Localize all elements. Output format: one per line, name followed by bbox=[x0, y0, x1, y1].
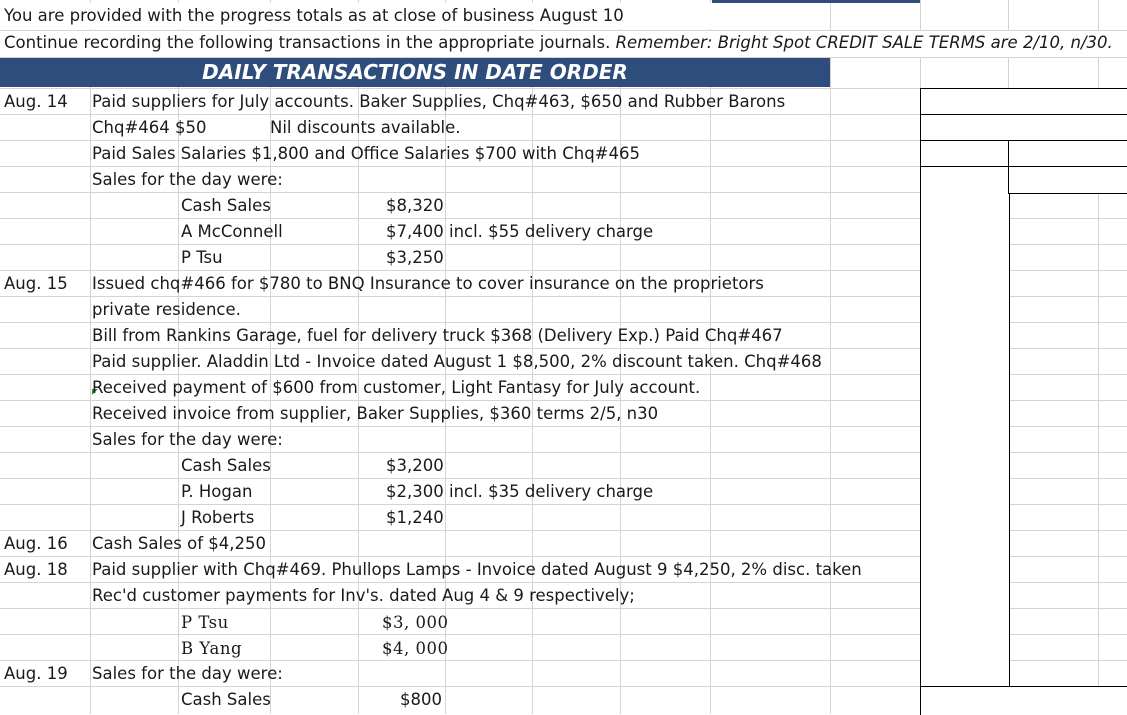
customer-name: B Yang bbox=[181, 639, 243, 658]
transaction-text: Issued chq#466 for $780 to BNQ Insurance to cover insurance on the proprietors bbox=[92, 274, 764, 293]
transaction-note: Nil discounts available. bbox=[270, 118, 461, 137]
sales-name: Cash Sales bbox=[181, 456, 271, 475]
intro-line-1: You are provided with the progress totals as at close of business August 10 bbox=[4, 6, 624, 25]
transaction-text: Paid suppliers for July accounts. Baker Supplies, Chq#463, $650 and Rubber Barons bbox=[92, 92, 786, 111]
transaction-text: Paid supplier with Chq#469. Phullops Lamps - Invoice dated August 9 $4,250, 2% disc. taken bbox=[92, 560, 862, 579]
transaction-text: Paid Sales Salaries $1,800 and Office Salaries $700 with Chq#465 bbox=[92, 144, 640, 163]
sales-amount: $800 bbox=[400, 690, 442, 709]
transaction-text: Bill from Rankins Garage, fuel for delivery truck $368 (Delivery Exp.) Paid Chq#467 bbox=[92, 326, 783, 345]
transaction-text: Sales for the day were: bbox=[92, 430, 283, 449]
answer-cell[interactable] bbox=[920, 114, 1127, 142]
answer-column[interactable] bbox=[920, 166, 1010, 713]
transaction-text: Received payment of $600 from customer, Light Fantasy for July account. bbox=[92, 378, 701, 397]
answer-cell[interactable] bbox=[920, 686, 1127, 715]
sales-amount: $1,240 bbox=[386, 508, 444, 527]
transaction-text: Rec'd customer payments for Inv's. dated Aug 4 & 9 respectively; bbox=[92, 586, 635, 605]
sales-name: J Roberts bbox=[181, 508, 255, 527]
sales-name: P. Hogan bbox=[181, 482, 253, 501]
transaction-text: Received invoice from supplier, Baker Supplies, $360 terms 2/5, n30 bbox=[92, 404, 659, 423]
transaction-text: Sales for the day were: bbox=[92, 170, 283, 189]
column-border bbox=[90, 0, 91, 714]
customer-name: P Tsu bbox=[181, 613, 229, 632]
section-banner: DAILY TRANSACTIONS IN DATE ORDER bbox=[0, 58, 830, 87]
date-label: Aug. 19 bbox=[4, 664, 68, 683]
transaction-text: Paid supplier. Aladdin Ltd - Invoice dated August 1 $8,500, 2% discount taken. Chq#468 bbox=[92, 352, 822, 371]
sales-amount: $2,300 incl. $35 delivery charge bbox=[386, 482, 654, 501]
sales-amount: $7,400 incl. $55 delivery charge bbox=[386, 222, 654, 241]
payment-amount: $3, 000 bbox=[382, 613, 449, 632]
sales-name: Cash Sales bbox=[181, 196, 271, 215]
sales-amount: $3,200 bbox=[386, 456, 444, 475]
sales-amount: $8,320 bbox=[386, 196, 444, 215]
sales-name: A McConnell bbox=[181, 222, 283, 241]
answer-cell[interactable] bbox=[1008, 140, 1127, 168]
date-label: Aug. 16 bbox=[4, 534, 68, 553]
payment-amount: $4, 000 bbox=[382, 639, 449, 658]
selected-cell-border bbox=[712, 0, 920, 3]
date-label: Aug. 15 bbox=[4, 274, 68, 293]
answer-cell[interactable] bbox=[1008, 166, 1127, 194]
credit-terms-reminder: Remember: Bright Spot CREDIT SALE TERMS are 2/10, n/30. bbox=[615, 33, 1113, 52]
sales-name: P Tsu bbox=[181, 248, 223, 267]
column-border bbox=[830, 0, 831, 714]
intro-instruction: Continue recording the following transactions in the appropriate journals. bbox=[4, 33, 611, 52]
answer-cell[interactable] bbox=[920, 140, 1010, 168]
transaction-text: Chq#464 $50 bbox=[92, 118, 207, 137]
transaction-text: private residence. bbox=[92, 300, 241, 319]
intro-line-2 bbox=[4, 32, 1113, 54]
transaction-text: Sales for the day were: bbox=[92, 664, 283, 683]
answer-cell[interactable] bbox=[920, 88, 1127, 116]
transaction-text: Cash Sales of $4,250 bbox=[92, 534, 266, 553]
sales-amount: $3,250 bbox=[386, 248, 444, 267]
date-label: Aug. 18 bbox=[4, 560, 68, 579]
date-label: Aug. 14 bbox=[4, 92, 68, 111]
sales-name: Cash Sales bbox=[181, 690, 271, 709]
